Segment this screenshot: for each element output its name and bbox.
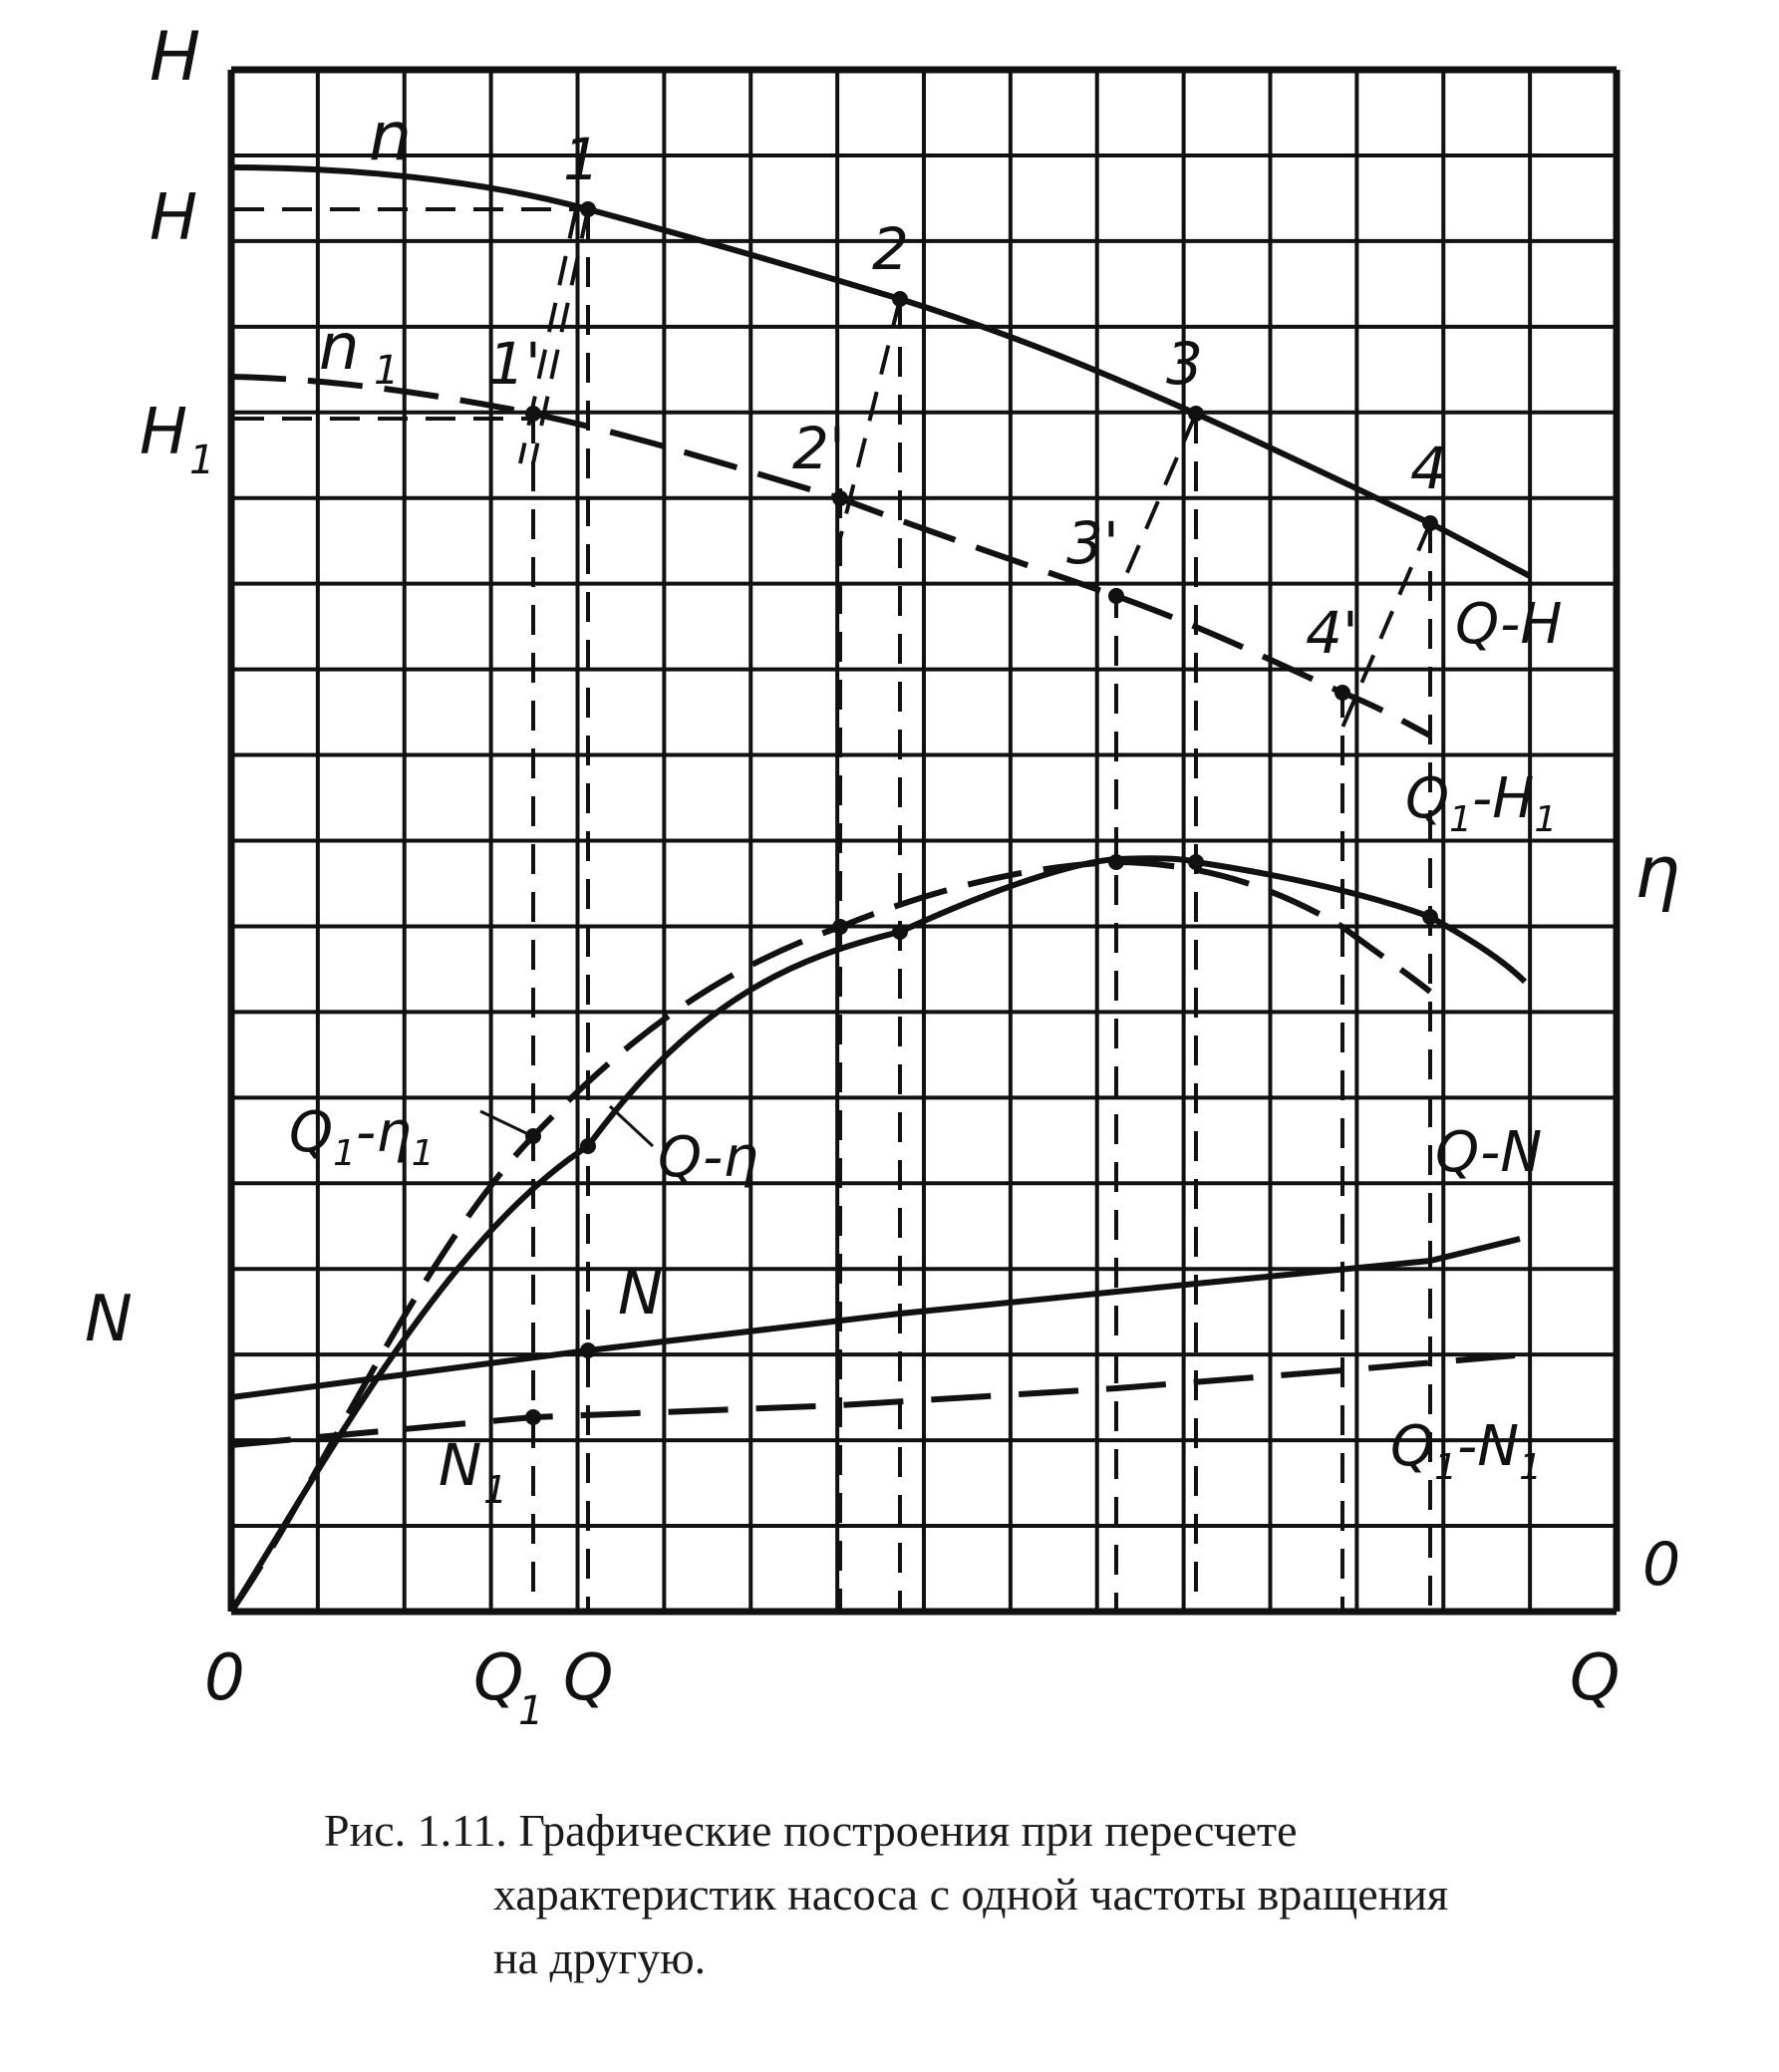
point-N1 — [525, 1409, 541, 1425]
point-eta1-1 — [525, 1128, 541, 1144]
label-point-4: 4 — [1410, 435, 1447, 502]
label-Q1-eta1: $Q_1-\eta_1$ — [289, 1100, 435, 1174]
leader-Q1-eta1 — [480, 1111, 528, 1134]
point-3prime — [1108, 588, 1124, 604]
point-eta-2 — [892, 924, 908, 940]
label-Q-H: Q-H — [1455, 592, 1563, 657]
left-tick-labels — [140, 181, 214, 483]
point-1prime — [525, 406, 541, 422]
tick-H1-sub: 1 — [189, 438, 215, 483]
point-2prime — [832, 490, 848, 506]
x-tick-labels — [473, 1641, 613, 1734]
point-eta1-2 — [832, 919, 848, 935]
point-4prime — [1334, 685, 1350, 701]
point-3 — [1188, 406, 1204, 422]
figure-caption — [324, 1799, 1739, 1990]
point-eta1-3 — [1108, 854, 1124, 870]
label-N1-point-sub: 1 — [483, 1468, 508, 1512]
point-4 — [1422, 515, 1438, 531]
label-eta-axis: η — [1634, 830, 1680, 914]
label-N-axis: N — [85, 1283, 133, 1356]
label-point-1prime: 1' — [488, 330, 541, 398]
label-Q-eta: Q-η — [658, 1125, 758, 1190]
label-origin-right: 0 — [1642, 1530, 1681, 1600]
point-N — [580, 1342, 596, 1358]
label-Q-axis-end: Q — [1570, 1641, 1621, 1715]
tick-Q1: Q — [473, 1641, 524, 1715]
label-Q-N: Q-N — [1435, 1120, 1543, 1185]
caption-line-1: Рис. 1.11. Графические построения при пересчете — [324, 1805, 1298, 1856]
label-Q1-H1: $Q_1-H_1$ — [1405, 766, 1558, 840]
point-eta-1 — [580, 1138, 596, 1154]
label-point-4prime: 4' — [1306, 599, 1358, 667]
tick-Q: Q — [563, 1641, 614, 1715]
curve-Q1-eta1 — [231, 862, 1430, 1612]
curve-Q1-N1 — [231, 1355, 1515, 1445]
caption-line-3: на другую. — [493, 1932, 707, 1983]
grid — [231, 70, 1617, 1612]
label-point-2: 2 — [872, 215, 909, 283]
label-n: n — [369, 98, 413, 176]
leader-Q-eta — [610, 1106, 653, 1146]
label-origin-left: 0 — [204, 1641, 245, 1715]
label-n1: n — [319, 311, 360, 385]
label-n1-sub: 1 — [374, 348, 400, 394]
label-point-3prime: 3' — [1066, 509, 1119, 577]
point-1 — [580, 201, 596, 217]
tick-H1: H — [140, 396, 188, 469]
tick-H: H — [149, 181, 198, 255]
label-N-point: N — [618, 1259, 663, 1329]
point-eta-3 — [1188, 854, 1204, 870]
label-N1-point: N — [439, 1431, 482, 1499]
label-H-axis: H — [149, 18, 201, 97]
speed-labels — [319, 98, 412, 394]
curve-Q-eta — [231, 858, 1525, 1612]
label-point-1: 1 — [563, 126, 600, 193]
caption-line-2: характеристик насоса с одной частоты вращения — [493, 1869, 1449, 1920]
curves — [231, 167, 1530, 1612]
label-Q1-N1: $Q_1-N_1$ — [1390, 1414, 1542, 1488]
point-2 — [892, 291, 908, 307]
label-point-2prime: 2' — [792, 415, 845, 482]
tick-Q1-sub: 1 — [518, 1688, 544, 1734]
label-point-3: 3 — [1166, 330, 1203, 398]
point-eta-4 — [1422, 909, 1438, 925]
